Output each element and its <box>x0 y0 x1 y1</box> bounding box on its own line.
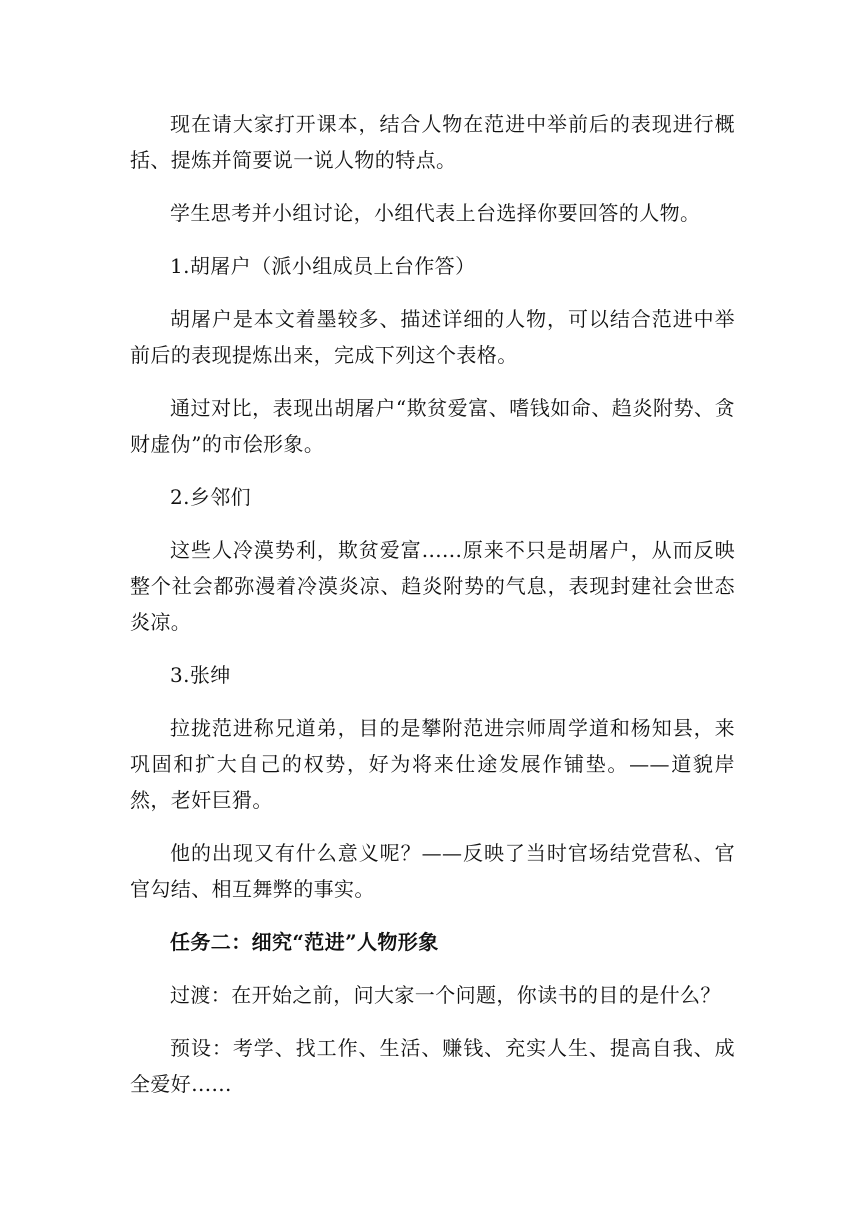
section-heading-task-2: 任务二：细究“范进”人物形象 <box>170 930 439 954</box>
paragraph-transition: 过渡：在开始之前，问大家一个问题，你读书的目的是什么？ <box>170 983 721 1007</box>
paragraph-item-1-title: 1.胡屠户（派小组成员上台作答） <box>170 254 476 278</box>
paragraph-item-2-title: 2.乡邻们 <box>170 485 252 509</box>
paragraph-discussion: 学生思考并小组讨论，小组代表上台选择你要回答的人物。 <box>170 201 701 225</box>
document-body <box>130 106 735 1119</box>
paragraph-item-1-description: 胡屠户是本文着墨较多、描述详细的人物，可以结合范进中举前后的表现提炼出来，完成下列这个表格。 <box>130 307 735 367</box>
paragraph-item-2-description: 这些人冷漠势利，欺贫爱富......原来不只是胡屠户，从而反映整个社会都弥漫着冷漠炎凉、趋炎附势的气息，表现封建社会世态炎凉。 <box>130 538 735 634</box>
paragraph-item-3-title: 3.张绅 <box>170 663 231 687</box>
paragraph-item-3-significance: 他的出现又有什么意义呢？——反映了当时官场结党营私、官官勾结、相互舞弊的事实。 <box>130 841 735 901</box>
paragraph-preset-answers: 预设：考学、找工作、生活、赚钱、充实人生、提高自我、成全爱好...... <box>130 1036 735 1096</box>
paragraph-intro: 现在请大家打开课本，结合人物在范进中举前后的表现进行概括、提炼并简要说一说人物的特点。 <box>130 112 735 172</box>
paragraph-item-1-summary: 通过对比，表现出胡屠户“欺贫爱富、嗜钱如命、趋炎附势、贪财虚伪”的市侩形象。 <box>130 396 735 456</box>
paragraph-item-3-description: 拉拢范进称兄道弟，目的是攀附范进宗师周学道和杨知县，来巩固和扩大自己的权势，好为将来仕途发展作铺垫。——道貌岸然，老奸巨猾。 <box>130 716 735 812</box>
